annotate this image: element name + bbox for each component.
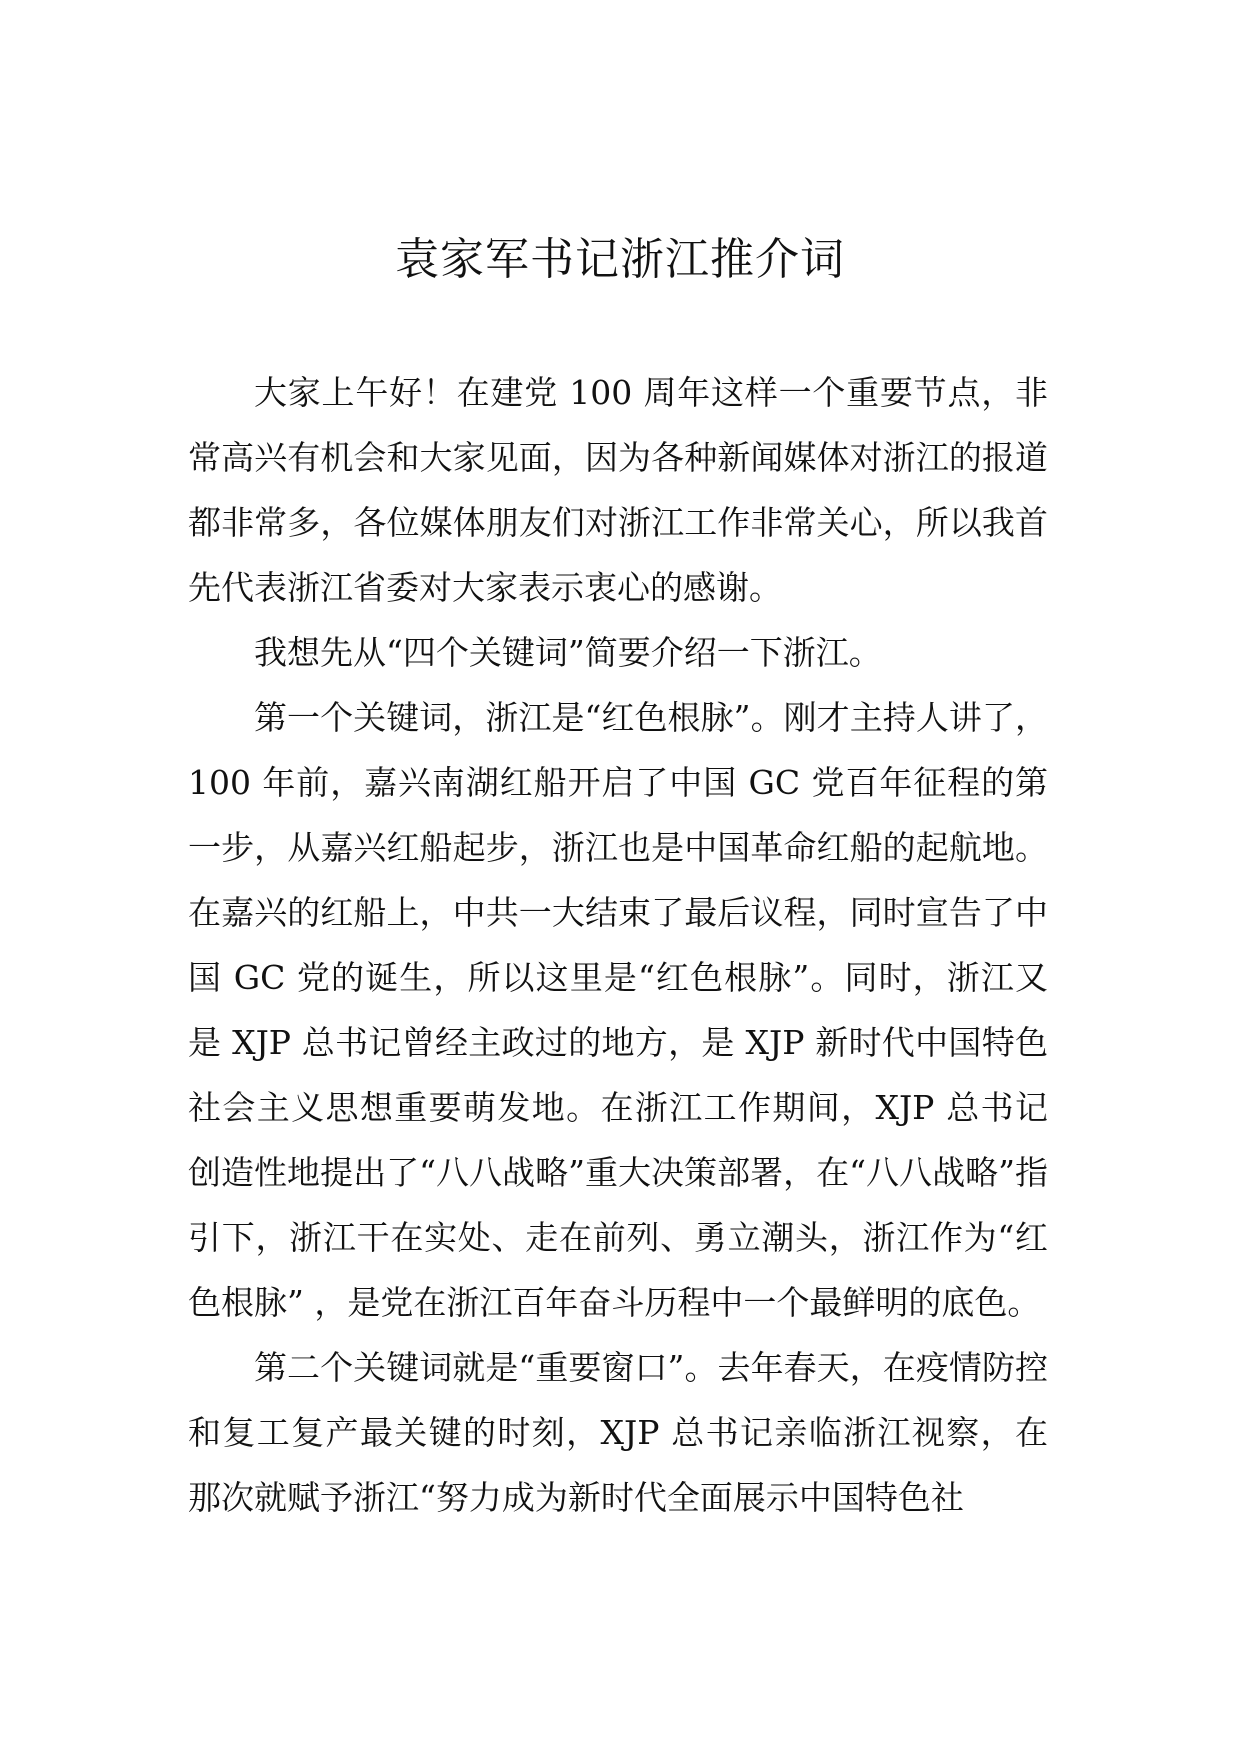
document-title: 袁家军书记浙江推介词 bbox=[395, 234, 845, 285]
paragraph-keyword-important-window: 第二个关键词就是“重要窗口”。去年春天，在疫情防控和复工复产最关键的时刻，XJP 总书记亲临浙江视察，在那次就赋予浙江“努力成为新时代全面展示中国特色社 bbox=[188, 1348, 1048, 1517]
paragraph-greeting: 大家上午好！在建党 100 周年这样一个重要节点，非常高兴有机会和大家见面，因为各种新闻媒体对浙江的报道都非常多，各位媒体朋友们对浙江工作非常关心，所以我首先代表浙江省委对大家表示衷心的感谢。 bbox=[188, 373, 1048, 607]
document-body bbox=[188, 360, 1048, 1530]
paragraph-keywords-intro: 我想先从“四个关键词”简要介绍一下浙江。 bbox=[254, 633, 882, 672]
paragraph-keyword-red-roots: 第一个关键词，浙江是“红色根脉”。刚才主持人讲了，100 年前，嘉兴南湖红船开启了中国 GC 党百年征程的第一步，从嘉兴红船起步，浙江也是中国革命红船的起航地。在嘉兴的红船上，中共一大结束了最后议程，同时宣告了中国 GC 党的诞生，所以这里是“红色根脉”。同时，浙江又是 XJP 总书记曾经主政过的地方，是 XJP 新时代中国特色社会主义思想重要萌发地。在浙江工作期间，XJP 总书记创造性地提出了“八八战略”重大决策部署，在“八八战略”指引下，浙江干在实处、走在前列、勇立潮头，浙江作为“红色根脉” ，是党在浙江百年奋斗历程中一个最鲜明的底色。 bbox=[188, 698, 1048, 1322]
